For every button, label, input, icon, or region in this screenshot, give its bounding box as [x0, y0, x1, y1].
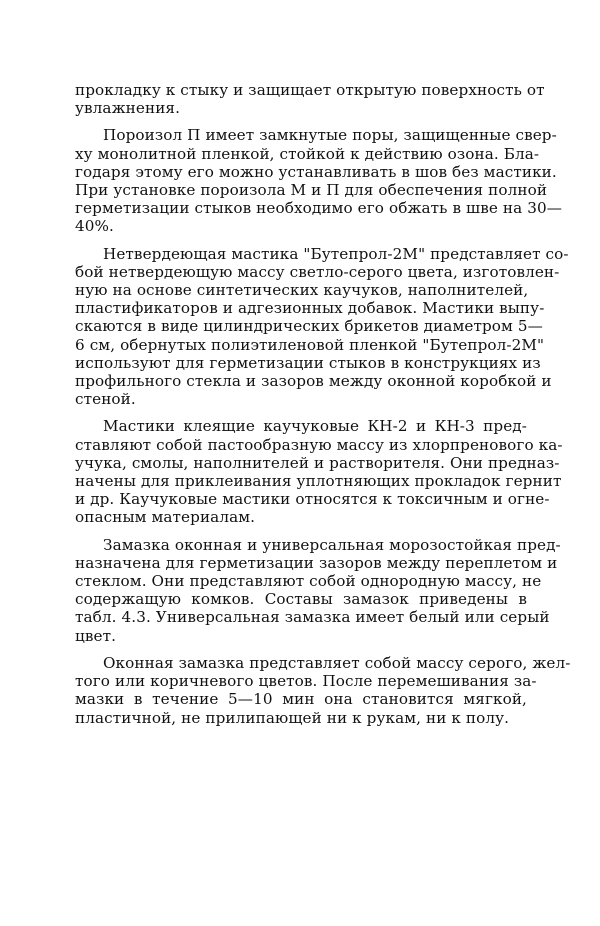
text-line: содержащую комков. Составы замазок приведены в — [75, 590, 527, 609]
text-line: годаря этому его можно устанавливать в шов без мастики. — [75, 162, 557, 181]
paragraph-3 — [75, 244, 569, 409]
text-line: Оконная замазка представляет собой массу серого, жел- — [103, 653, 571, 672]
text-line: бой нетвердеющую массу светло-серого цвета, изготовлен- — [75, 262, 560, 281]
text-line: профильного стекла и зазоров между оконной коробкой и — [75, 372, 552, 391]
text-line: 40%. — [75, 217, 114, 236]
text-line: герметизации стыков необходимо его обжать в шве на 30— — [75, 199, 563, 218]
text-line: стеклом. Они представляют собой однородную массу, не — [75, 572, 542, 591]
text-line: опасным материалам. — [75, 508, 256, 527]
text-line: прокладку к стыку и защищает открытую поверхность от — [75, 81, 545, 99]
text-line: и др. Каучуковые мастики относятся к токсичным и огне- — [75, 490, 550, 509]
text-line: Мастики клеящие каучуковые КН-2 и КН-3 пред- — [103, 417, 527, 436]
text-line: пластификаторов и адгезионных добавок. Мастики выпу- — [75, 299, 545, 318]
paragraph-2 — [75, 126, 563, 236]
text-line: Замазка оконная и универсальная морозостойкая пред- — [103, 535, 561, 554]
text-line: 6 см, обернутых полиэтиленовой пленкой "Бутепрол-2М" — [75, 335, 545, 354]
text-line: начены для приклеивания уплотняющих прокладок гернит — [75, 472, 562, 491]
text-line: Пороизол П имеет замкнутые поры, защищенные свер- — [103, 126, 557, 145]
text-line: ставляют собой пастообразную массу из хлорпренового ка- — [75, 435, 563, 454]
text-line: того или коричневого цветов. После перемешивания за- — [75, 672, 537, 691]
text-line: назначена для герметизации зазоров между переплетом и — [75, 553, 558, 572]
paragraph-4 — [75, 417, 563, 527]
text-line: табл. 4.3. Универсальная замазка имеет белый или серый — [75, 608, 550, 627]
page-text-body — [75, 81, 571, 736]
paragraph-6 — [75, 653, 571, 727]
paragraph-1 — [75, 81, 545, 118]
text-line: увлажнения. — [75, 99, 181, 118]
text-line: стеной. — [75, 390, 136, 409]
text-line: учука, смолы, наполнителей и растворителя. Они предназ- — [75, 453, 560, 472]
text-line: При установке пороизола М и П для обеспечения полной — [75, 181, 548, 200]
text-line: пластичной, не прилипающей ни к рукам, ни к полу. — [75, 708, 510, 727]
text-line: Нетвердеющая мастика "Бутепрол-2М" представляет со- — [103, 244, 569, 263]
text-line: цвет. — [75, 626, 117, 645]
text-line: ху монолитной пленкой, стойкой к действию озона. Бла- — [75, 144, 540, 163]
text-line: мазки в течение 5—10 мин она становится мягкой, — [75, 690, 527, 709]
text-line: скаются в виде цилиндрических брикетов диаметром 5— — [75, 317, 543, 336]
text-line: используют для герметизации стыков в конструкциях из — [75, 353, 541, 372]
paragraph-5 — [75, 535, 561, 645]
text-line: ную на основе синтетических каучуков, наполнителей, — [75, 281, 529, 300]
